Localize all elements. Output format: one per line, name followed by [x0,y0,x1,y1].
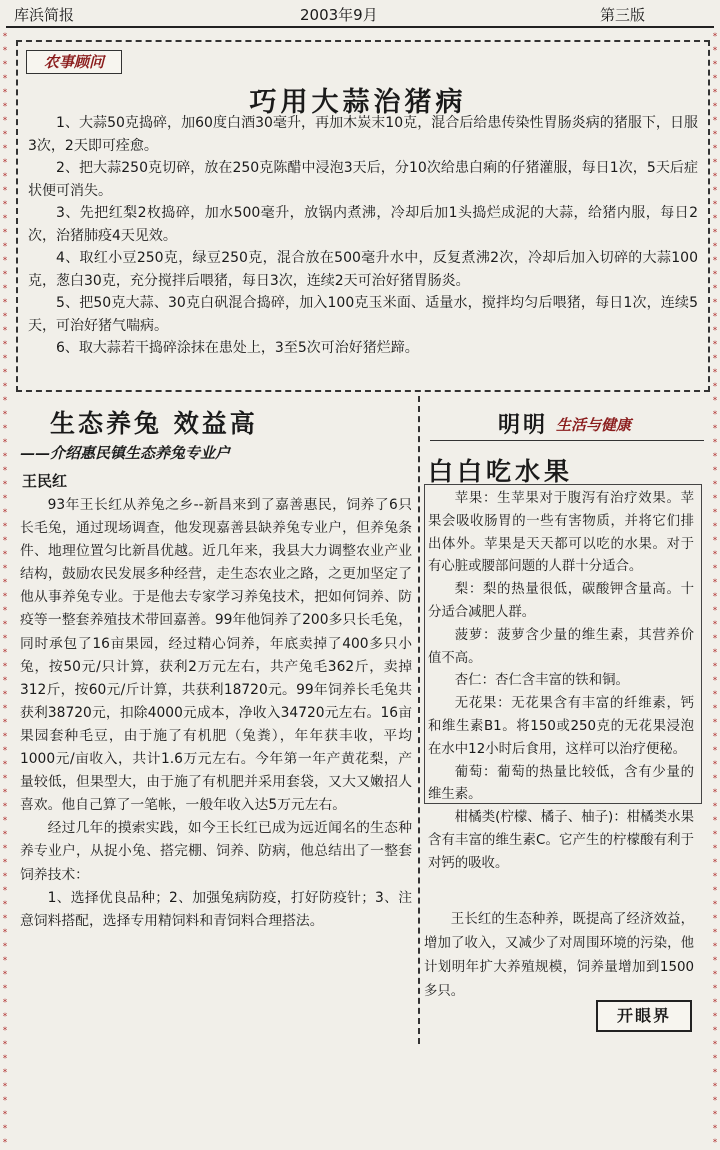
right-star-border: * * * * * * * * * * * * * * * * * * * * * * * * * * * * * * * * * * * * * * * * * * * * * * * * * * * * * * * * * * * * * * * * * * * * * * * * * * * * * * * * [712,32,718,1148]
fruit-article-title: 白白吃水果 [428,457,574,486]
fruit-paragraph: 梨：梨的热量很低，碳酸钾含量高。十分适合减肥人群。 [428,582,694,620]
garlic-paragraph: 2、把大蒜250克切碎，放在250克陈醋中浸泡3天后，分10次给患白痢的仔猪灌服，每日1次，5天后症状便可消失。 [28,160,698,199]
health-brand: 明明 [498,412,549,438]
rabbit-paragraph: 93年王长红从养兔之乡--新昌来到了嘉善惠民，饲养了6只长毛兔，通过现场调查，他发现嘉善县缺养兔专业户，但养兔条件、地理位置匀比新昌优越。近几年来，我县大力调整农业产业结构，鼓励农民发展多种经营，走生态农业之路，之更加坚定了他从事养兔专业。于是他去专家学习养兔技术，把如何饲养、防疫等一整套养殖技术带回嘉善。99年他饲养了200多只长毛兔，同时承包了16亩果园，经过精心饲养，年底卖掉了400多只小兔，按50元/只计算，获利2万元左右，共产兔毛362斤，卖掉312斤，按60元/斤计算，共获利18720元。99年饲养长毛兔共获利38720元，扣除4000元成本，净收入34720元左右。16亩果园套种毛豆，由于施了有机肥（兔粪），年年获丰收，平均1000元/亩收入，共计1.6万元左右。今年第一年产黄花梨，产量较低，但果型大，由于施了有机肥并采用套袋，又大又嫩招人喜欢。他自己算了一笔帐，一般年收入达5万元左右。 [20,497,412,814]
rabbit-article-title: 生态养兔 效益高 [50,409,258,438]
paper-name: 库浜简报 [14,6,75,24]
column-label-life-health: 生活与健康 [556,416,632,434]
fruit-paragraph: 菠萝：菠萝含少量的维生素，其营养价值不高。 [428,627,694,666]
rabbit-article-subtitle: ——介绍惠民镇生态养兔专业户 [20,444,231,462]
rabbit-article-continuation [424,908,694,1004]
rabbit-article-body [20,494,412,933]
garlic-article-title: 巧用大蒜治猪病 [249,87,467,118]
fruit-paragraph: 杏仁：杏仁含丰富的铁和铜。 [454,673,629,689]
rabbit-paragraph: 经过几年的摸索实践，如今王长红已成为远近闻名的生态种养专业户，从捉小兔、搭完棚、饲养、防病，他总结出了一整套饲养技术： [20,820,412,883]
issue-date: 2003年9月 [300,6,378,24]
left-star-border: * * * * * * * * * * * * * * * * * * * * * * * * * * * * * * * * * * * * * * * * * * * * * * * * * * * * * * * * * * * * * * * * * * * * * * * * * * * * * * * * [2,32,8,1148]
fruit-article-body [428,488,694,876]
garlic-paragraph: 1、大蒜50克捣碎，加60度白酒30毫升，再加木炭末10克，混合后给患传染性胃肠炎病的猪服下，日服3次，2天即可痊愈。 [28,115,698,154]
column-divider [418,396,420,1044]
rabbit-continuation-paragraph: 王长红的生态种养，既提高了经济效益，增加了收入，又减少了对周围环境的污染，他计划明年扩大养殖规模，饲养量增加到1500多只。 [424,912,694,999]
fruit-paragraph: 无花果：无花果含有丰富的纤维素，钙和维生素B1。将150或250克的无花果浸泡在水中12小时后食用，这样可以治疗便秘。 [428,696,694,757]
eye-opener-badge: 开眼界 [596,1000,692,1032]
garlic-paragraph: 3、先把红梨2枚捣碎，加水500毫升，放锅内煮沸，冷却后加1头捣烂成泥的大蒜，给猪内服，每日2次，治猪肺疫4天见效。 [28,205,698,244]
garlic-article-box [16,40,710,392]
fruit-paragraph: 柑橘类(柠檬、橘子、柚子)：柑橘类水果含有丰富的维生素C。它产生的柠檬酸有利于对钙的吸收。 [428,810,694,871]
column-label-farm-advice: 农事顾问 [26,50,122,74]
page-number: 第三版 [600,6,646,24]
garlic-paragraph: 5、把50克大蒜、30克白矾混合捣碎，加入100克玉米面、适量水，搅拌均匀后喂猪，每日1次，连续5天，可治好猪气喘病。 [28,295,698,334]
fruit-paragraph: 苹果：生苹果对于腹泻有治疗效果。苹果会吸收肠胃的一些有害物质，并将它们排出体外。苹果是天天都可以吃的水果。对于有心脏或腰部问题的人群十分适合。 [428,491,694,575]
garlic-paragraph: 4、取红小豆250克，绿豆250克，混合放在500毫升水中，反复煮沸2次，冷却后加入切碎的大蒜100克，葱白30克，充分搅拌后喂猪，每日3次，连续2天可治好猪胃肠炎。 [28,250,698,289]
fruit-paragraph: 葡萄：葡萄的热量比较低，含有少量的维生素。 [428,764,694,803]
page-header [0,0,720,28]
garlic-paragraph: 6、取大蒜若干捣碎涂抹在患处上，3至5次可治好猪烂蹄。 [56,340,419,356]
health-column-rule [430,440,704,441]
rabbit-paragraph: 1、选择优良品种；2、加强兔病防疫，打好防疫针；3、注意饲料搭配，选择专用精饲料和青饲料合理搭法。 [20,889,412,929]
header-rule [6,26,714,28]
rabbit-article-author: 王民红 [22,472,68,490]
garlic-article-body [28,112,698,360]
